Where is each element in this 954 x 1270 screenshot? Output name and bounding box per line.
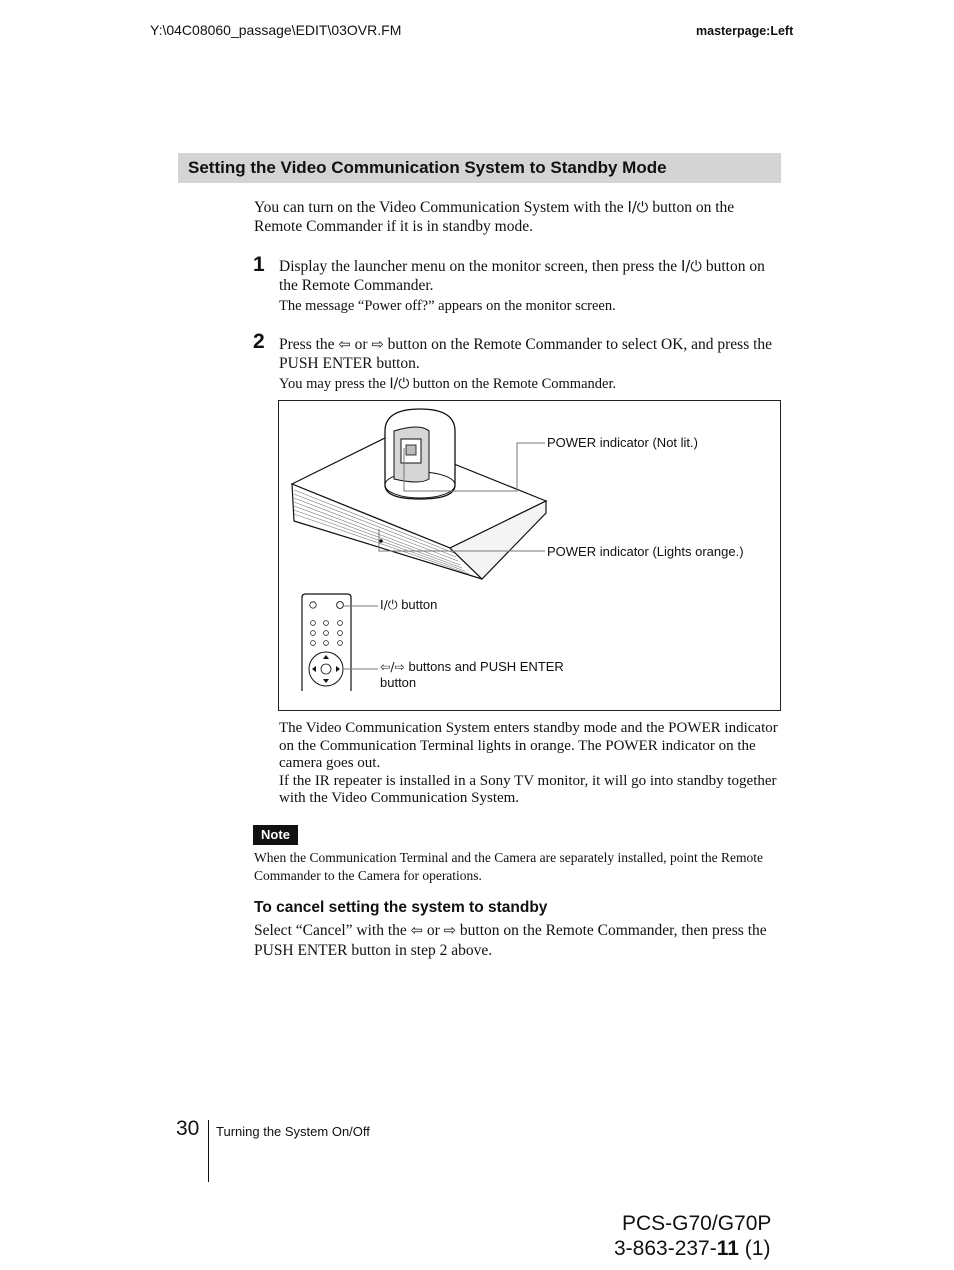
step-2-number: 2 bbox=[253, 330, 265, 353]
left-arrow-icon: ⇦ bbox=[338, 336, 351, 353]
callout-arrow-line1: buttons and PUSH ENTER bbox=[404, 659, 564, 674]
step-1-number: 1 bbox=[253, 253, 265, 276]
note-badge: Note bbox=[253, 825, 298, 845]
result-paragraph bbox=[279, 720, 784, 808]
power-symbol-icon: I/⏻ bbox=[627, 199, 649, 216]
terminal-power-led bbox=[379, 539, 383, 543]
power-symbol-icon: I/⏻ bbox=[380, 598, 398, 612]
part-number bbox=[614, 1237, 770, 1261]
cancel-text-a: Select “Cancel” with the bbox=[254, 922, 411, 939]
intro-text-before: You can turn on the Video Communication System with the bbox=[254, 199, 628, 216]
step-2-sub-after: button on the Remote Commander. bbox=[409, 376, 617, 392]
arrow-buttons-icon: ⇦/⇨ bbox=[380, 660, 405, 674]
callout-power-button bbox=[380, 597, 437, 613]
step-2-text-a: Press the bbox=[279, 336, 339, 353]
result-paragraph-1: The Video Communication System enters standby mode and the POWER indicator on the Communication Terminal lights in orange. The POWER indicator on the camera goes out. bbox=[279, 720, 778, 771]
step-1-text-before: Display the launcher menu on the monitor screen, then press the bbox=[279, 258, 682, 275]
footer-divider bbox=[208, 1120, 209, 1182]
step-2-text-c: button on the Remote Commander to select OK, and press the PUSH ENTER button. bbox=[279, 336, 773, 372]
intro-paragraph bbox=[254, 198, 784, 236]
page-number: 30 bbox=[176, 1117, 200, 1140]
right-arrow-icon: ⇨ bbox=[443, 922, 457, 939]
step-2-text-b: or bbox=[350, 336, 372, 353]
step-1-subtext: The message “Power off?” appears on the monitor screen. bbox=[279, 298, 616, 314]
callout-arrow-buttons bbox=[380, 659, 564, 690]
footer-section-name: Turning the System On/Off bbox=[216, 1124, 370, 1139]
part-number-suffix: (1) bbox=[738, 1237, 771, 1260]
cancel-heading: To cancel setting the system to standby bbox=[254, 899, 548, 916]
callout-camera-power: POWER indicator (Not lit.) bbox=[547, 435, 698, 450]
model-name: PCS-G70/G70P bbox=[622, 1212, 772, 1235]
right-arrow-icon: ⇨ bbox=[371, 336, 384, 353]
power-symbol-icon: I/⏻ bbox=[389, 376, 410, 392]
cancel-text bbox=[254, 921, 784, 961]
part-number-prefix: 3-863-237- bbox=[614, 1237, 717, 1260]
header-masterpage: masterpage:Left bbox=[696, 24, 794, 38]
step-2-text bbox=[279, 335, 784, 373]
remote-commander bbox=[302, 594, 351, 691]
step-1-text bbox=[279, 257, 784, 295]
callout-terminal-power: POWER indicator (Lights orange.) bbox=[547, 544, 744, 559]
step-1-text-after: button on the Remote Commander. bbox=[279, 258, 765, 294]
step-2-subtext bbox=[279, 375, 784, 393]
section-title: Setting the Video Communication System to Standby Mode bbox=[188, 158, 667, 177]
camera-lens-inner bbox=[406, 445, 416, 455]
cancel-text-c: button on the Remote Commander, then press the PUSH ENTER button in step 2 above. bbox=[254, 922, 767, 959]
part-number-bold: 11 bbox=[716, 1237, 739, 1260]
callout-arrow-line2: button bbox=[380, 675, 417, 690]
header-file-path: Y:\04C08060_passage\EDIT\03OVR.FM bbox=[150, 22, 402, 38]
step-2-sub-before: You may press the bbox=[279, 376, 390, 392]
callout-power-button-label: button bbox=[397, 597, 438, 612]
power-symbol-icon: I/⏻ bbox=[681, 258, 702, 275]
device-illustration bbox=[278, 400, 781, 711]
intro-text-after: button on the Remote Commander if it is in standby mode. bbox=[254, 199, 735, 235]
note-text: When the Communication Terminal and the Camera are separately installed, point the Remote Commander to the Camera for operations. bbox=[254, 850, 764, 883]
left-arrow-icon: ⇦ bbox=[410, 922, 424, 939]
result-paragraph-2: If the IR repeater is installed in a Sony TV monitor, it will go into standby together with the Video Communication System. bbox=[279, 772, 777, 806]
cancel-text-b: or bbox=[423, 922, 444, 939]
